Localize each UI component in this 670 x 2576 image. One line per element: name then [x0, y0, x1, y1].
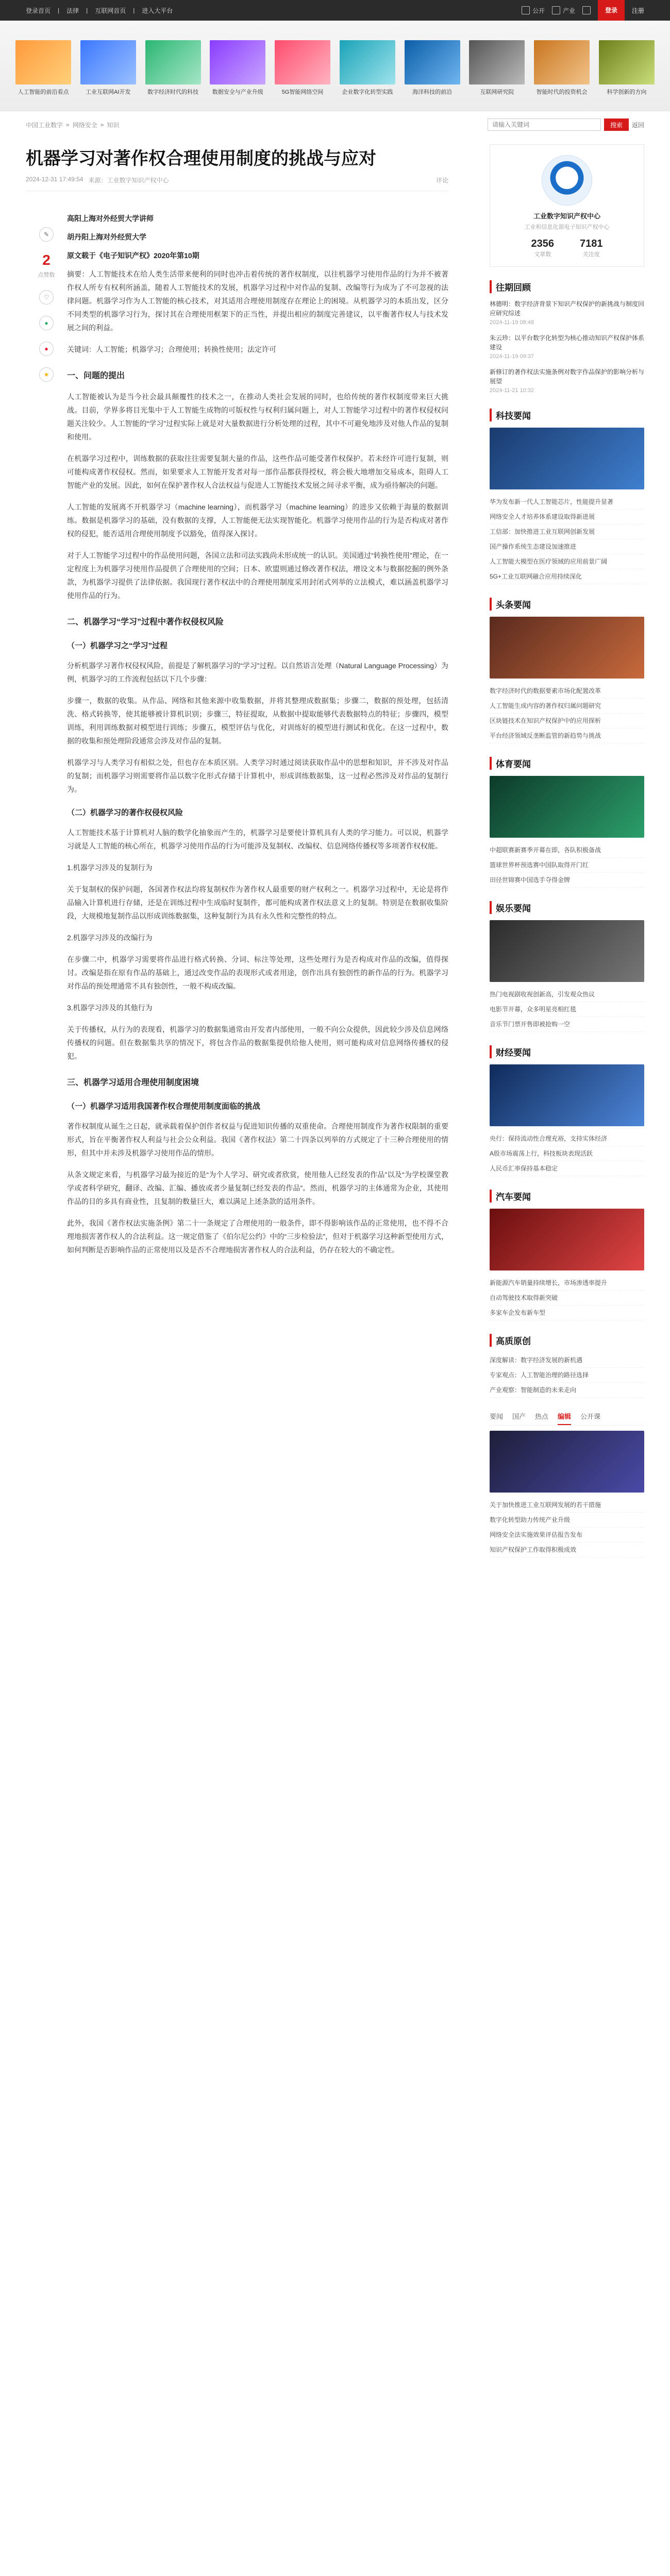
article-meta: [26, 176, 448, 191]
thumb-image: [340, 40, 395, 84]
banner-thumb[interactable]: [210, 40, 265, 96]
banner-thumb[interactable]: [275, 40, 330, 96]
author-line: 胡丹阳上海对外经贸大学: [67, 233, 146, 241]
list-item[interactable]: 网络安全法实施效果评估报告发布: [490, 1528, 644, 1543]
hero-image[interactable]: [490, 1431, 644, 1493]
list-item[interactable]: 关于加快推进工业互联网发展的若干措施: [490, 1498, 644, 1513]
list-item[interactable]: 新能源汽车销量持续增长，市场渗透率提升: [490, 1276, 644, 1291]
stat-articles: 2356 文章数: [531, 238, 554, 258]
section-title-review: 往期回顾: [490, 280, 644, 293]
thumb-image: [80, 40, 136, 84]
list-item[interactable]: 多家车企发布新车型: [490, 1306, 644, 1320]
thumb-caption: 企业数字化转型实践: [342, 89, 393, 95]
news-time: 2024-11-21 10:32: [490, 387, 534, 394]
list-item[interactable]: 篮球世界杯预选赛中国队取得开门红: [490, 858, 644, 873]
news-title: 新修订的著作权法实施条例对数字作品保护的影响分析与展望: [490, 368, 645, 385]
paragraph: 对于人工智能学习过程中的作品使用问题，各国立法和司法实践尚未形成统一的认识。美国通过“转换性使用”理论，在一定程度上为机器学习使用作品提供了合理使用的空间；日本、欧盟则通过修改著作权法，增设文本与数据挖掘的例外条款，为机器学习提供了法律依据。我国现行著作权法中的合理使用制度采用封闭式列举的立法模式，难以涵盖机器学习使用作品的行为。: [67, 551, 448, 600]
topbar-industry[interactable]: 产业: [552, 6, 575, 15]
list-item[interactable]: 电影节开幕，众多明星亮相红毯: [490, 1002, 644, 1017]
topbar-link-home[interactable]: 登录首页: [26, 7, 51, 14]
thumb-caption: 工业互联网AI开发: [86, 89, 131, 95]
hero-image[interactable]: [490, 920, 644, 982]
hero-image[interactable]: [490, 617, 644, 679]
paragraph: 2.机器学习涉及的改编行为: [67, 934, 153, 942]
like-count: 2: [42, 252, 51, 268]
paragraph: 机器学习与人类学习有相似之处，但也存在本质区别。人类学习时通过阅读获取作品中的思想和知识，并不涉及对作品的复制；而机器学习则需要将作品以数字化形式存储于计算机中，形成训练数据集，这一过程必然涉及对作品的复制行为。: [67, 758, 448, 793]
banner-thumb[interactable]: [80, 40, 136, 96]
thumb-image: [534, 40, 590, 84]
list-item[interactable]: 深度解读：数字经济发展的新机遇: [490, 1353, 644, 1368]
paragraph: 著作权制度从诞生之日起，就承载着保护创作者权益与促进知识传播的双重使命。合理使用制度作为著作权限制的重要形式，旨在平衡著作权人利益与社会公众利益。我国《著作权法》第二十四条以列举的方式规定了十三种合理使用的情形，但其中并未涉及机器学习使用作品的情形。: [67, 1122, 448, 1157]
weibo-icon[interactable]: ●: [39, 342, 54, 356]
list-item[interactable]: 5G+工业互联网融合应用持续深化: [490, 569, 644, 584]
paragraph: 1.机器学习涉及的复制行为: [67, 863, 153, 872]
tab-3[interactable]: 编辑: [558, 1408, 571, 1425]
hero-image[interactable]: [490, 776, 644, 838]
paragraph: 在机器学习过程中，训练数据的获取往往需要复制大量的作品，这些作品可能受著作权保护。若未经许可进行复制，则可能构成著作权侵权。然而，如果要求人工智能开发者对每一部作品都获得授权，将会极大地增加交易成本，阻碍人工智能产业的发展。因此，如何在保护著作权人合法权益与促进人工智能技术发展之间寻求平衡，成为亟待解决的问题。: [67, 454, 448, 489]
publish-time: 2024-12-31 17:49:54: [26, 176, 83, 183]
tab-2[interactable]: 热点: [535, 1413, 549, 1420]
author-profile: [490, 144, 644, 267]
banner-thumb[interactable]: [15, 40, 71, 96]
search-button[interactable]: 搜索: [604, 118, 629, 131]
thumb-caption: 5G智能网络空间: [281, 89, 324, 95]
paragraph: 3.机器学习涉及的其他行为: [67, 1004, 153, 1012]
wechat-icon[interactable]: ●: [39, 316, 54, 330]
news-item[interactable]: [490, 299, 644, 327]
hero-image[interactable]: [490, 428, 644, 489]
banner-thumb[interactable]: [405, 40, 460, 96]
factory-icon: [552, 6, 560, 14]
paragraph: 在步骤二中，机器学习需要将作品进行格式转换、分词、标注等处理，这些处理行为是否构成对作品的改编，值得探讨。改编是指在原有作品的基础上，通过改变作品的表现形式或者用途，创作出具有独创性的新作品的行为。机器学习对作品的预处理通常不具有独创性，一般不构成改编。: [67, 955, 448, 990]
breadcrumb-sub[interactable]: 知识: [107, 121, 120, 129]
comment-icon[interactable]: ✎: [39, 227, 54, 242]
subsection-heading: （二）机器学习的著作权侵权风险: [67, 808, 183, 817]
list-item[interactable]: 中超联赛新赛季开幕在即，各队积极备战: [490, 843, 644, 858]
list-item[interactable]: 产业观察：智能制造的未来走向: [490, 1383, 644, 1398]
stat-followers: 7181 关注度: [580, 238, 603, 258]
top-bar: [0, 0, 670, 21]
topbar-link-platform[interactable]: 进入大平台: [142, 7, 173, 14]
author-line: 高阳上海对外经贸大学讲师: [67, 214, 154, 223]
article-title: 机器学习对著作权合理使用制度的挑战与应对: [26, 149, 376, 168]
thumb-image: [210, 40, 265, 84]
banner-thumb[interactable]: [469, 40, 525, 96]
share-rail: [26, 212, 67, 1265]
tab-0[interactable]: 要闻: [490, 1413, 504, 1420]
thumb-caption: 数字经济时代的科技: [147, 89, 199, 95]
thumb-caption: 科学创新的方向: [607, 89, 647, 95]
thumb-caption: 海洋科技的前沿: [412, 89, 453, 95]
list-item[interactable]: 自动驾驶技术取得新突破: [490, 1291, 644, 1306]
section-title-tech: 科技要闻: [490, 409, 644, 421]
comment-link[interactable]: 评论: [435, 177, 448, 184]
topbar-link-law[interactable]: 法律: [66, 7, 79, 14]
avatar[interactable]: [542, 155, 592, 206]
list-item[interactable]: 数字化转型助力传统产业升级: [490, 1513, 644, 1528]
list-item[interactable]: 音乐节门票开售即被抢购一空: [490, 1017, 644, 1032]
list-item[interactable]: 国产操作系统生态建设加速推进: [490, 539, 644, 554]
section-title-headline: 头条要闻: [490, 598, 644, 611]
list-item[interactable]: 工信部：加快推进工业互联网创新发展: [490, 524, 644, 539]
hero-image[interactable]: [490, 1064, 644, 1126]
list-item[interactable]: A股市场震荡上行，科技板块表现活跃: [490, 1146, 644, 1161]
list-item[interactable]: 专家观点：人工智能治理的路径选择: [490, 1368, 644, 1383]
profile-name[interactable]: 工业数字知识产权中心: [533, 212, 600, 220]
like-label: 点赞数: [38, 272, 55, 278]
like-icon[interactable]: ♡: [39, 290, 54, 304]
topbar-link-internet[interactable]: 互联网首页: [95, 7, 126, 14]
breadcrumb: 中国工业数字 » 网络安全 » 知识 请输入关键词 搜索 返回: [26, 118, 644, 131]
back-link[interactable]: 返回: [631, 121, 644, 129]
paragraph: 关于复制权的保护问题，各国著作权法均将复制权作为著作权人最重要的财产权利之一。机器学习过程中，无论是将作品输入计算机进行存储，还是在训练过程中生成临时复制件，都可能构成著作权法意义上的复制。特别是在数据收集阶段，大规模地复制作品以形成训练数据集，这种复制行为具有永久性和完整性的特点。: [67, 885, 448, 920]
banner-thumb[interactable]: [599, 40, 655, 96]
qzone-icon[interactable]: ★: [39, 367, 54, 382]
topbar-public[interactable]: 公开: [522, 6, 545, 15]
hero-image[interactable]: [490, 1209, 644, 1270]
list-item[interactable]: 网络安全人才培养体系建设取得新进展: [490, 510, 644, 524]
paragraph: 步骤一，数据的收集。从作品、网络和其他来源中收集数据，并将其整理成数据集；步骤二，数据的预处理，包括清洗、格式转换等，使其能够被计算机识别；步骤三，特征提取，从数据中提取能够代表数据特点的特征；步骤四，模型训练，利用训练数据对模型进行训练；步骤五，模型评估与优化，对训练好的模型进行测试和优化。在这一过程中，数据的收集和预处理阶段通常会涉及对作品的复制。: [67, 697, 448, 745]
sidebar: [490, 131, 644, 1557]
section-title-auto: 汽车要闻: [490, 1190, 644, 1202]
thumb-image: [469, 40, 525, 84]
search-input[interactable]: [488, 118, 601, 131]
source-line: 原文载于《电子知识产权》2020年第10期: [67, 251, 199, 260]
list-item[interactable]: 田径世锦赛中国选手夺得金牌: [490, 873, 644, 888]
thumb-image: [275, 40, 330, 84]
tab-4[interactable]: 公开课: [580, 1413, 601, 1420]
thumb-image: [15, 40, 71, 84]
news-time: 2024-11-19 09:37: [490, 353, 534, 360]
thumb-image: [599, 40, 655, 84]
list-item[interactable]: 华为发布新一代人工智能芯片，性能提升显著: [490, 495, 644, 510]
login-button[interactable]: 登录: [598, 0, 625, 21]
breadcrumb-home[interactable]: 中国工业数字: [26, 121, 63, 129]
list-item[interactable]: 央行：保持流动性合理充裕，支持实体经济: [490, 1131, 644, 1146]
thumb-caption: 数据安全与产业升级: [212, 89, 263, 95]
paragraph: 分析机器学习著作权侵权风险，前提是了解机器学习的“学习”过程。以自然语言处理（Natural Language Processing）为例，机器学习的工作流程包括以下几个步骤：: [67, 662, 448, 683]
banner-thumb[interactable]: [145, 40, 201, 96]
thumb-caption: 智能时代的投资机会: [536, 89, 588, 95]
paragraph: 人工智能的发展离不开机器学习（machine learning），而机器学习（machine learning）的进步又依赖于海量的数据训练。数据是机器学习的基础，没有数据的支撑，人工智能便无法实现智能化。机器学习使用作品的行为是否构成对著作权的侵犯，能否适用合理使用制度予以豁免，值得深入探讨。: [67, 503, 448, 538]
news-title: 林德明：数字经济背景下知识产权保护的新挑战与制度回应研究综述: [490, 300, 645, 317]
banner-thumb[interactable]: [534, 40, 590, 96]
section-heading: 三、机器学习适用合理使用制度困境: [67, 1078, 199, 1087]
topbar-links: 登录首页 | 法律 | 互联网首页 | 进入大平台: [26, 7, 173, 14]
list-item[interactable]: 数字经济时代的数据要素市场化配置改革: [490, 684, 644, 699]
thumb-image: [405, 40, 460, 84]
topbar-mobile[interactable]: [582, 6, 591, 14]
news-time: 2024-11-19 08:48: [490, 319, 534, 326]
list-item[interactable]: 人工智能生成内容的著作权归属问题研究: [490, 699, 644, 714]
abstract: 摘要：人工智能技术在给人类生活带来便利的同时也冲击着传统的著作权制度，以往机器学习使用作品的行为并不被著作权人所专有权利所涵盖，随着人工智能技术的发展，机器学习过程中对作品的复制、改编等行为成为了不可忽视的法律问题。机器学习作为人工智能的核心技术，对其适用合理使用制度存在理论上的困境。从机器学习的本质出发，区分不同类型的机器学习行为，探讨其在合理使用框架下的正当性，并提出相应的制度完善建议，以平衡著作权人与技术发展之间的利益。: [67, 270, 448, 332]
main-content: [26, 131, 448, 1557]
subsection-heading: （一）机器学习适用我国著作权合理使用制度面临的挑战: [67, 1102, 261, 1111]
profile-subtitle: 工业和信息化部电子知识产权中心: [524, 224, 610, 230]
paragraph: 关于传播权，从行为的表现看，机器学习的数据集通常由开发者内部使用，一般不向公众提供，因此较少涉及信息网络传播权的问题。但在数据集共享的情况下，将包含作品的数据集提供给他人使用，则可能构成对信息网络传播权的侵犯。: [67, 1025, 448, 1060]
banner-thumb[interactable]: [340, 40, 395, 96]
thumb-image: [145, 40, 201, 84]
sidebar-tabs: [490, 1408, 644, 1426]
article-body: [67, 212, 448, 1265]
section-title-original: 高质原创: [490, 1334, 644, 1347]
paragraph: 人工智能被认为是当今社会最具颠覆性的技术之一，在推动人类社会发展的同时，也给传统的著作权制度带来巨大挑战。目前，学界多将目光集中于人工智能生成物的可版权性与权利归属问题上，对人工智能学习过程中的著作权侵权问题关注较少。人工智能的“学习”过程实际上就是对大量数据进行分析处理的过程，其中不可避免地涉及对他人作品的复制和使用。: [67, 393, 448, 441]
breadcrumb-section[interactable]: 网络安全: [72, 121, 97, 129]
news-title: 朱云珍：以平台数字化转型为核心推动知识产权保护体系建设: [490, 334, 645, 351]
grid-icon: [522, 6, 530, 14]
list-item[interactable]: 平台经济领域反垄断监管的新趋势与挑战: [490, 728, 644, 743]
subsection-heading: （一）机器学习之“学习”过程: [67, 641, 168, 650]
article-source: 来源：工业数字知识产权中心: [88, 177, 169, 184]
section-heading: 一、问题的提出: [67, 371, 125, 380]
news-item[interactable]: [490, 333, 644, 361]
list-item[interactable]: 区块链技术在知识产权保护中的应用探析: [490, 714, 644, 728]
section-title-ent: 娱乐要闻: [490, 901, 644, 914]
paragraph: 人工智能技术基于计算机对人脑的数学化抽象而产生的，机器学习是要使计算机具有人类的学习能力。可以说，机器学习就是人工智能的核心所在，机器学习使用作品的行为可能涉及复制权、改编权、信息网络传播权等多项著作权权能。: [67, 828, 448, 850]
section-title-sports: 体育要闻: [490, 757, 644, 770]
thumb-caption: 人工智能的前沿看点: [18, 89, 69, 95]
tab-1[interactable]: 国产: [512, 1413, 526, 1420]
keywords: 关键词：人工智能；机器学习；合理使用；转换性使用；法定许可: [67, 345, 276, 353]
list-item[interactable]: 人民币汇率保持基本稳定: [490, 1161, 644, 1176]
phone-icon: [582, 6, 591, 14]
list-item[interactable]: 人工智能大模型在医疗领域的应用前景广阔: [490, 554, 644, 569]
list-item[interactable]: 知识产权保护工作取得积极成效: [490, 1543, 644, 1557]
news-item[interactable]: [490, 367, 644, 395]
list-item[interactable]: 热门电视剧收视创新高，引发观众热议: [490, 987, 644, 1002]
paragraph: 从条文规定来看，与机器学习最为接近的是“为个人学习、研究或者欣赏，使用他人已经发表的作品”以及“为学校课堂教学或者科学研究，翻译、改编、汇编、播放或者少量复制已经发表的作品”。然而，机器学习的主体通常为企业，其使用作品的目的多具有商业性，且复制的数量巨大，难以满足上述条款的适用条件。: [67, 1171, 448, 1206]
section-title-finance: 财经要闻: [490, 1045, 644, 1058]
paragraph: 此外，我国《著作权法实施条例》第二十一条规定了合理使用的一般条件，即不得影响该作品的正常使用，也不得不合理地损害著作权人的合法利益。这一规定借鉴了《伯尔尼公约》中的“三步检验法”，但对于机器学习这种新型使用方式，如何判断是否影响作品的正常使用以及是否不合理地损害著作权人的合法利益，仍存在较大的不确定性。: [67, 1219, 448, 1254]
banner: [0, 21, 670, 111]
register-link[interactable]: 注册: [631, 7, 644, 14]
thumb-caption: 互联网研究院: [480, 89, 514, 95]
section-heading: 二、机器学习“学习”过程中著作权侵权风险: [67, 618, 224, 626]
